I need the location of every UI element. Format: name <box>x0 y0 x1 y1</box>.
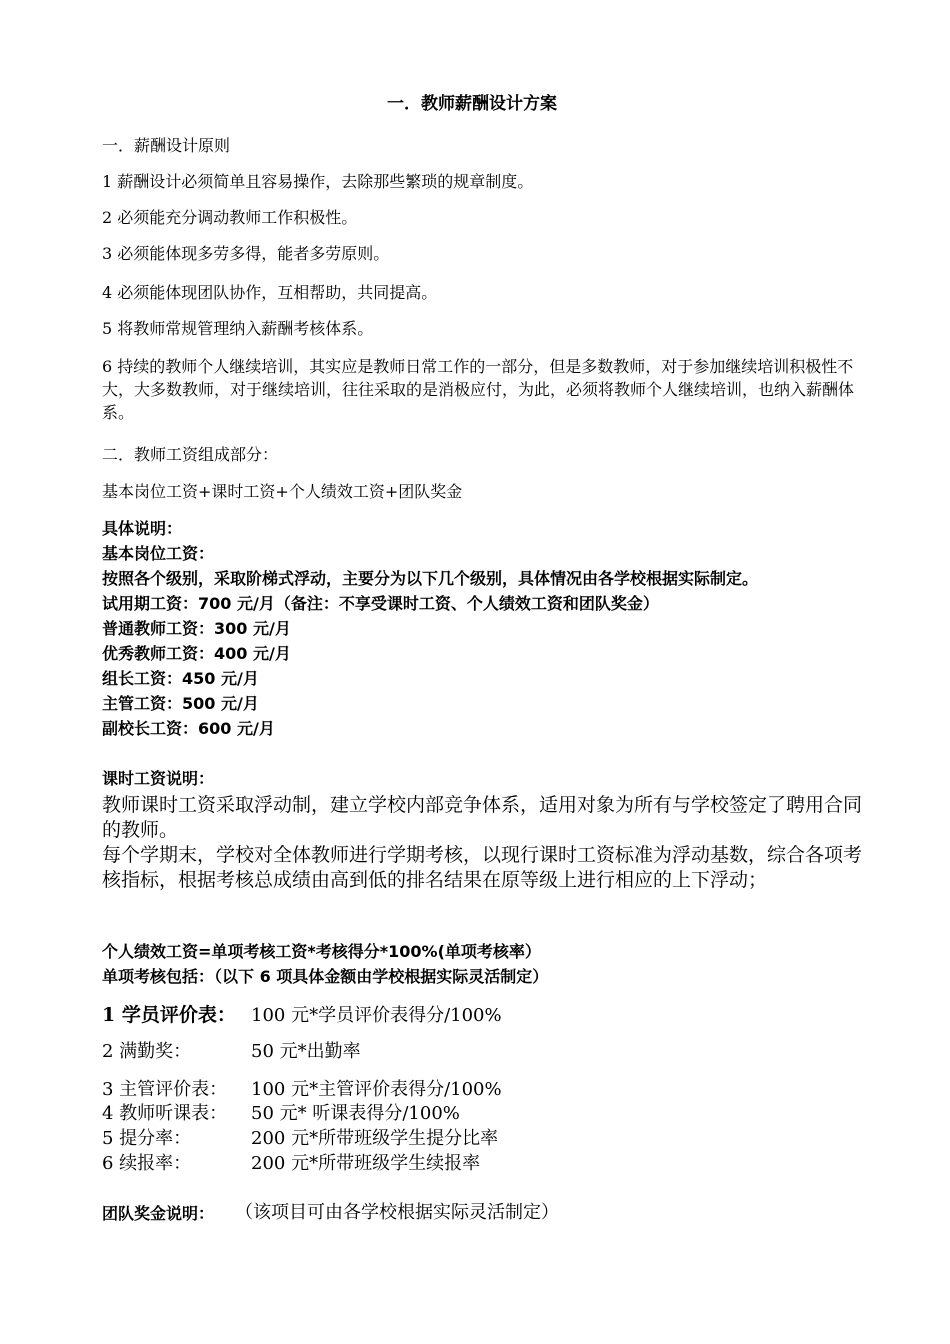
perf-item-label: 4 教师听课表： <box>102 1103 228 1124</box>
perf-item-value: 200 元*所带班级学生续报率 <box>251 1153 481 1174</box>
perf-item-label: 2 满勤奖： <box>102 1041 192 1062</box>
base-level-trial: 试用期工资：700 元/月（备注：不享受课时工资、个人绩效工资和团队奖金） <box>102 594 659 613</box>
perf-item-label: 3 主管评价表： <box>102 1079 228 1100</box>
team-bonus-label: 团队奖金说明： <box>102 1204 215 1223</box>
document-title: 一．教师薪酬设计方案 <box>387 94 557 114</box>
principle-1: 1 薪酬设计必须简单且容易操作，去除那些繁琐的规章制度。 <box>102 172 534 191</box>
hourly-heading: 课时工资说明： <box>102 769 215 788</box>
performance-formula: 个人绩效工资=单项考核工资*考核得分*100%(单项考核率） <box>102 942 541 961</box>
perf-item-value: 200 元*所带班级学生提分比率 <box>251 1128 499 1149</box>
base-level-leader: 组长工资：450 元/月 <box>102 669 259 688</box>
base-level-excellent: 优秀教师工资：400 元/月 <box>102 644 291 663</box>
section2-heading: 二．教师工资组成部分： <box>102 445 279 464</box>
perf-item-value: 50 元* 听课表得分/100% <box>251 1103 460 1124</box>
perf-item-value: 100 元*学员评价表得分/100% <box>251 1005 502 1026</box>
perf-item-value: 100 元*主管评价表得分/100% <box>251 1079 502 1100</box>
perf-item-label: 6 续报率： <box>102 1153 192 1174</box>
hourly-paragraph-2: 每个学期末，学校对全体教师进行学期考核，以现行课时工资标准为浮动基数，综合各项考核指标，根据考核总成绩由高到低的排名结果在原等级上进行相应的上下浮动； <box>102 844 863 891</box>
perf-item-row <box>102 1105 802 1129</box>
perf-item-label: 5 提分率： <box>102 1128 192 1149</box>
principle-2: 2 必须能充分调动教师工作积极性。 <box>102 208 358 227</box>
team-bonus-line <box>102 1204 802 1228</box>
perf-item-row <box>102 1130 802 1154</box>
base-level-regular: 普通教师工资：300 元/月 <box>102 619 291 638</box>
base-salary-heading: 基本岗位工资： <box>102 544 215 563</box>
principle-3: 3 必须能体现多劳多得，能者多劳原则。 <box>102 244 390 263</box>
performance-items-heading: 单项考核包括：（以下 6 项具体金额由学校根据实际灵活制定） <box>102 967 549 986</box>
perf-item-row <box>102 1043 802 1067</box>
salary-composition: 基本岗位工资+课时工资+个人绩效工资+团队奖金 <box>102 482 463 501</box>
base-level-vice-principal: 副校长工资：600 元/月 <box>102 719 275 738</box>
detail-heading: 具体说明： <box>102 519 183 538</box>
base-salary-intro: 按照各个级别，采取阶梯式浮动，主要分为以下几个级别，具体情况由各学校根据实际制定。 <box>102 569 759 588</box>
principle-5: 5 将教师常规管理纳入薪酬考核体系。 <box>102 319 374 338</box>
perf-item-row <box>102 1006 802 1030</box>
perf-item-label: 1 学员评价表： <box>102 1004 236 1026</box>
principle-6: 6 持续的教师个人继续培训，其实应是教师日常工作的一部分，但是多数教师，对于参加继续培训积极性不大，大多数教师，对于继续培训，往往采取的是消极应付，为此，必须将教师个人继续培训，也纳入薪酬体系。 <box>102 357 855 422</box>
base-level-supervisor: 主管工资：500 元/月 <box>102 694 259 713</box>
perf-item-row <box>102 1081 802 1105</box>
hourly-paragraph-1: 教师课时工资采取浮动制，建立学校内部竞争体系，适用对象为所有与学校签定了聘用合同的教师。 <box>102 794 863 841</box>
perf-item-row <box>102 1155 802 1179</box>
principle-4: 4 必须能体现团队协作，互相帮助，共同提高。 <box>102 283 438 302</box>
perf-item-value: 50 元*出勤率 <box>251 1041 361 1062</box>
team-bonus-note: （该项目可由各学校根据实际灵活制定） <box>235 1202 559 1223</box>
section1-heading: 一．薪酬设计原则 <box>102 136 231 155</box>
